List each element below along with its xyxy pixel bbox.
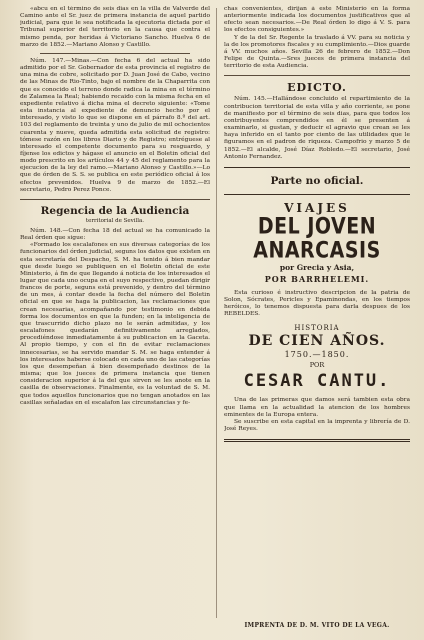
divider-rule [224, 75, 410, 76]
ad-historia: HISTORIA [294, 324, 340, 333]
ad-description: Esta curioso é instructivo descripcion de la patria de Solon, Sócrates, Pericles y Epaminondas, en los tiempos heróicos, lo tenemos dispuesta para darla despues de los REBELDES. [224, 289, 410, 318]
royal-order-text: «Formado los escalafones en sus diversas categorías de los funcionarios del órden judicial, seguns los datos que existen en esta secretaría del Despacho, S. M. ha tenido á bien mandar que desde luego se publiquen en el Boletin oficial de este Ministerio, á fin de que llegando á noticia de los interesados el lugar que cada uno ocupa en el suyo respectivo, puedan dirigir francos de porte, seguns está prevenido, y dentro del término de un mes, á contar desde la fecha del número del Boletin oficial en que se haga la publicacion, las reclamaciones que crean necesarias, acompañando por testimonio en debida forma los documentos en que la funden; en la inteligencia de que trascurrido dicho plazo no le serán admitidas, y los escalafones quedarán definitivamente arreglados, procediéndose inmediatamente á su publicacion en la Gaceta. Al propio tiempo, y con el fin de evitar reclamaciones innecesarias, se ha servido mandar S. M. se haga entender á los interesados haberse colocado en cada uno de las categorías los que desempeñan á bien desempeñado destinos de la misma; que los jueces de primera instancia que tienen consideracion superior á la del que sirven se les anote en la casilla de observaciones. Finalmente, es la voluntad de S. M. que todos aquellos funcionarios que no tengan anotados en las casillas señaladas en el escalafon las circunstancias y fe- [20, 242, 210, 406]
ad-book-title: DEL JOVEN ANARCASIS [253, 213, 381, 263]
ad-subtitle: por Grecia y Asia, [279, 262, 355, 272]
ad-viajes: VIAJES [284, 200, 350, 215]
mining-notice: Núm. 147.—Minas.—Con fecha 6 del actual ha sido admitido por el Sr. Gobernador de esta provincia el registro de una mina de cobre, solicitado por D. Juan José de Cabo, vecino de las Minas de Rio-Tinto, bajo el nombre de la Chaparrita con que es conocido el terreno donde radica la mina en el término de Zalamea la Real; habiendo recaido con la misma fecha en el expediente relativo á dicha mina el decreto siguiente: «Tome esta instancia al expediente de denuncio hecho por el interesado, y visto lo que se dispone en el párrafo 8.º del art. 103 del reglamento de treinta y uno de julio de mil ochocientos cuarenta y nueve, queda admitida esta solicitud de registro: tómese razón en los libros Diario y de Registro; entréguese al interesado el competente documento para su resguardo, y fíjense los edictos y hágase el anuncio en el Boletin oficial del modo prescrito en los artículos 44 y 45 del reglamento para la ejecucion de la ley del ramo.—Mariano Alonso y Castillo.»—Lo que de órden de S. S. se publica en este periódico oficial á los efectos prevenidos. Huelva 9 de marzo de 1852.—El secretario, Pedro Perez Ponce. [20, 57, 210, 193]
section-subheading: territorial de Sevilla. [85, 217, 145, 224]
order-intro: Núm. 148.—Con fecha 18 del actual se ha comunicado la Real órden que sigue: [20, 227, 210, 242]
ad-cesar-cantu: CESAR CANTU. [243, 371, 391, 392]
right-column [224, 6, 410, 448]
ad-por: POR [309, 361, 325, 370]
divider-rule [20, 199, 210, 200]
edicto-heading: EDICTO. [287, 81, 347, 95]
printer-imprint: IMPRENTA DE D. M. VITO DE LA VEGA. [244, 622, 390, 629]
unofficial-section-box [224, 167, 410, 195]
column-divider [216, 8, 217, 618]
ad-years: 1750.—1850. [284, 350, 350, 360]
section-heading: Regencia de la Audiencia [40, 204, 190, 217]
ad-description-2: Una de las primeras que damos será tambien esta obra que llama en la actualidad la atencion de los hombres eminentes de la Europa entera. [224, 397, 410, 418]
ad-subscription: Se suscribe en esta capital en la imprenta y librería de D. José Reyes. [224, 418, 410, 433]
divider-rule [40, 53, 190, 54]
unofficial-heading: Parte no oficial. [270, 174, 364, 187]
closing-rule [224, 439, 410, 442]
regent-notice: Y de la del Sr. Regente la traslado á VV. para su noticia y la de los promotores fiscales y su cumplimiento.—Dios guarde á VV. muchos años. Sevilla 26 de febrero de 1852.—Don Felipe de Quinta.—Sres jueces de primera instancia del territorio de esta Audiencia. [224, 34, 410, 70]
left-column [20, 6, 210, 407]
order-continuation: chas convenientes, dirijan á este Ministerio en la forma anteriormente indicada los documentos justificativos que al efecto sean necesarios.—De Real órden lo digo á V. S. para los efectos consiguientes.» [224, 6, 410, 34]
ruling-paragraph: «abcu en el término de seis dias en la villa de Valverde del Camino ante el Sr. juez de primera instancia de aquel partido judicial, para que le sea notificada la ejecutoria dictada por el Tribunal superior del territorio en la causa que contra el mismo penda, por heridas á Victoriano Sancho. Huelva 6 de marzo de 1852.—Mariano Alonso y Castillo. [20, 6, 210, 48]
ad-cien-anos: DE CIEN AÑOS. [248, 333, 386, 350]
ad-author: POR BARRHELEMI. [264, 273, 370, 284]
edicto-text: Núm. 145.—Hallándose concluido el repartimiento de la contribucion territorial de esta villa y año corriente, se pone de manifiesto por el término de seis dias, para que todos los contribuyentes comprendidos en él se presenten á examinarlo, si gustan, y deducir el agravio que crean se les haya inferido en el tanto por ciento de las utilidades que le figuramos en el padron de riqueza. Campofrio y marzo 5 de 1852.—El alcalde, José Díaz Robledo.—El secretario, José Antonio Fernandez. [224, 96, 410, 160]
